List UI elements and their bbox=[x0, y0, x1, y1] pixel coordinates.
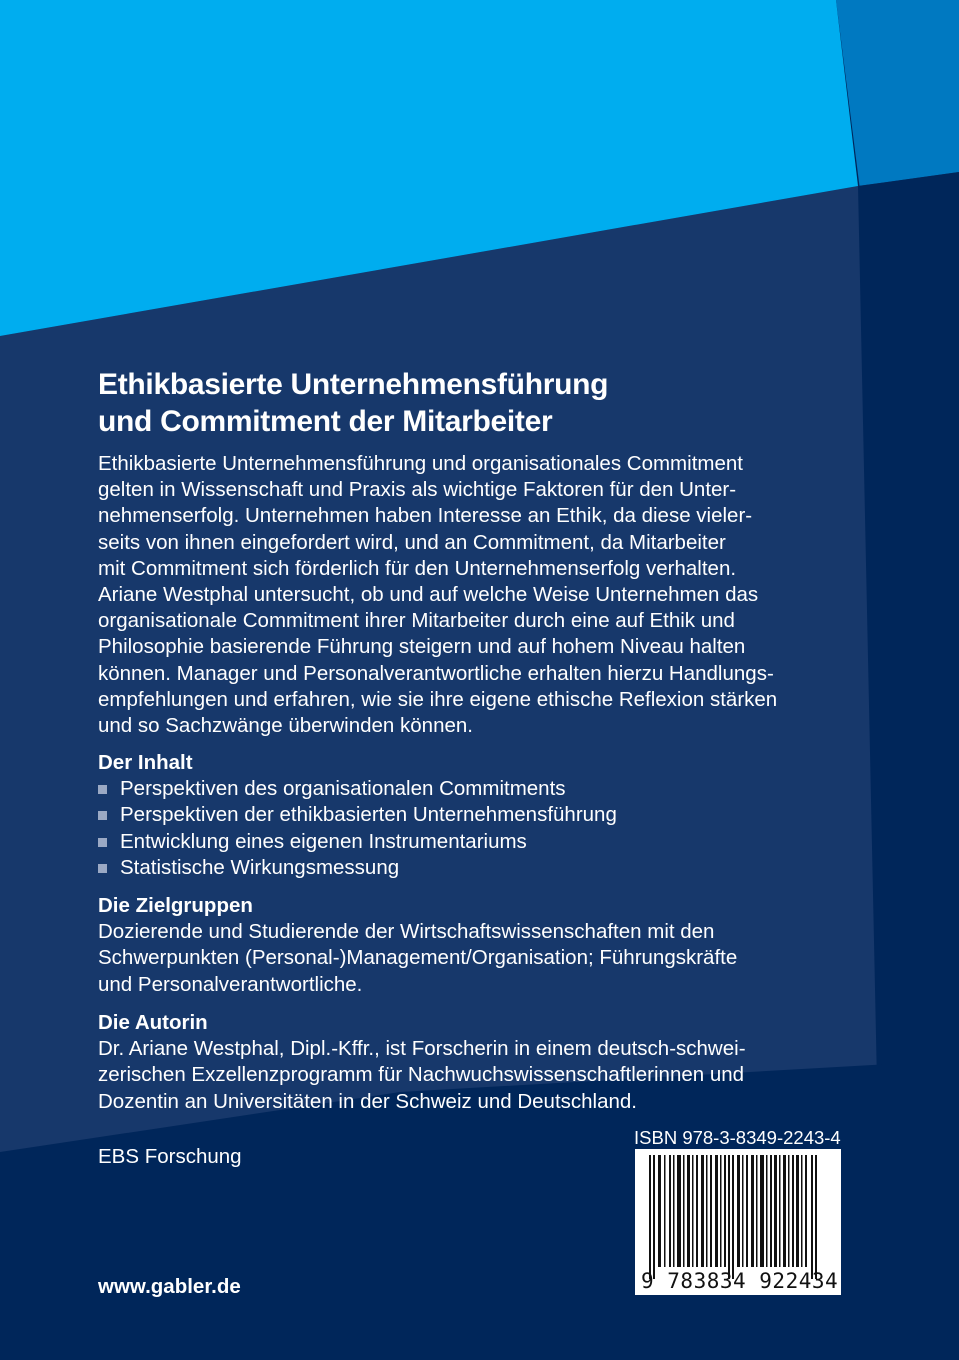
book-title bbox=[98, 366, 858, 440]
text-line: und Personalverantwortliche. bbox=[98, 972, 363, 996]
description-line: können. Manager und Personalverantwortliche erhalten hierzu Handlungs- bbox=[98, 661, 774, 685]
description-line: mit Commitment sich förderlich für den Unternehmenserfolg verhalten. bbox=[98, 556, 737, 580]
section-heading: Der Inhalt bbox=[98, 751, 193, 774]
list-item: Perspektiven der ethikbasierten Unternehmensführung bbox=[98, 802, 838, 828]
description-line: nehmenserfolg. Unternehmen haben Interesse an Ethik, da diese vieler- bbox=[98, 504, 753, 528]
description-line: Ariane Westphal untersucht, ob und auf welche Weise Unternehmen das bbox=[98, 583, 759, 607]
text-line: Schwerpunkten (Personal-)Management/Organisation; Führungskräfte bbox=[98, 946, 738, 970]
bullet-square-icon bbox=[98, 811, 107, 820]
list-item: Perspektiven des organisationalen Commitments bbox=[98, 776, 838, 802]
contents-list bbox=[98, 776, 838, 881]
description-line: organisationale Commitment ihrer Mitarbeiter durch eine auf Ethik und bbox=[98, 609, 735, 633]
section-inhalt bbox=[98, 750, 838, 881]
bullet-square-icon bbox=[98, 838, 107, 847]
description-line: empfehlungen und erfahren, wie sie ihre eigene ethische Reflexion stärken bbox=[98, 687, 778, 711]
description-line: gelten in Wissenschaft und Praxis als wichtige Faktoren für den Unter- bbox=[98, 478, 737, 502]
title-line: Ethikbasierte Unternehmensführung bbox=[98, 368, 609, 401]
barcode-digits: 9 783834 922434 bbox=[641, 1269, 839, 1293]
section-zielgruppen bbox=[98, 893, 838, 998]
section-autorin bbox=[98, 1010, 838, 1115]
text-line: Dozierende und Studierende der Wirtschaftswissenschaften mit den bbox=[98, 920, 715, 944]
barcode bbox=[635, 1149, 841, 1295]
list-item: Statistische Wirkungsmessung bbox=[98, 855, 838, 881]
title-line: und Commitment der Mitarbeiter bbox=[98, 405, 553, 438]
isbn-label: ISBN 978-3-8349-2243-4 bbox=[634, 1127, 841, 1148]
text-line: Dozentin an Universitäten in der Schweiz und Deutschland. bbox=[98, 1089, 637, 1113]
description-line: Philosophie basierende Führung steigern und auf hohem Niveau halten bbox=[98, 635, 746, 659]
description bbox=[98, 451, 838, 739]
text-line: zerischen Exzellenzprogramm für Nachwuchswissenschaftlerinnen und bbox=[98, 1063, 745, 1087]
series-name: EBS Forschung bbox=[98, 1145, 242, 1168]
list-item: Entwicklung eines eigenen Instrumentariums bbox=[98, 829, 838, 855]
section-heading: Die Zielgruppen bbox=[98, 894, 253, 917]
publisher-url[interactable]: www.gabler.de bbox=[98, 1275, 241, 1298]
description-line: Ethikbasierte Unternehmensführung und organisationales Commitment bbox=[98, 452, 743, 475]
description-line: seits von ihnen eingefordert wird, und an Commitment, da Mitarbeiter bbox=[98, 530, 726, 554]
bullet-square-icon bbox=[98, 785, 107, 794]
section-heading: Die Autorin bbox=[98, 1011, 208, 1034]
text-line: Dr. Ariane Westphal, Dipl.-Kffr., ist Forscherin in einem deutsch-schwei- bbox=[98, 1037, 746, 1061]
description-line: und so Sachzwänge überwinden können. bbox=[98, 714, 473, 738]
bullet-square-icon bbox=[98, 864, 107, 873]
